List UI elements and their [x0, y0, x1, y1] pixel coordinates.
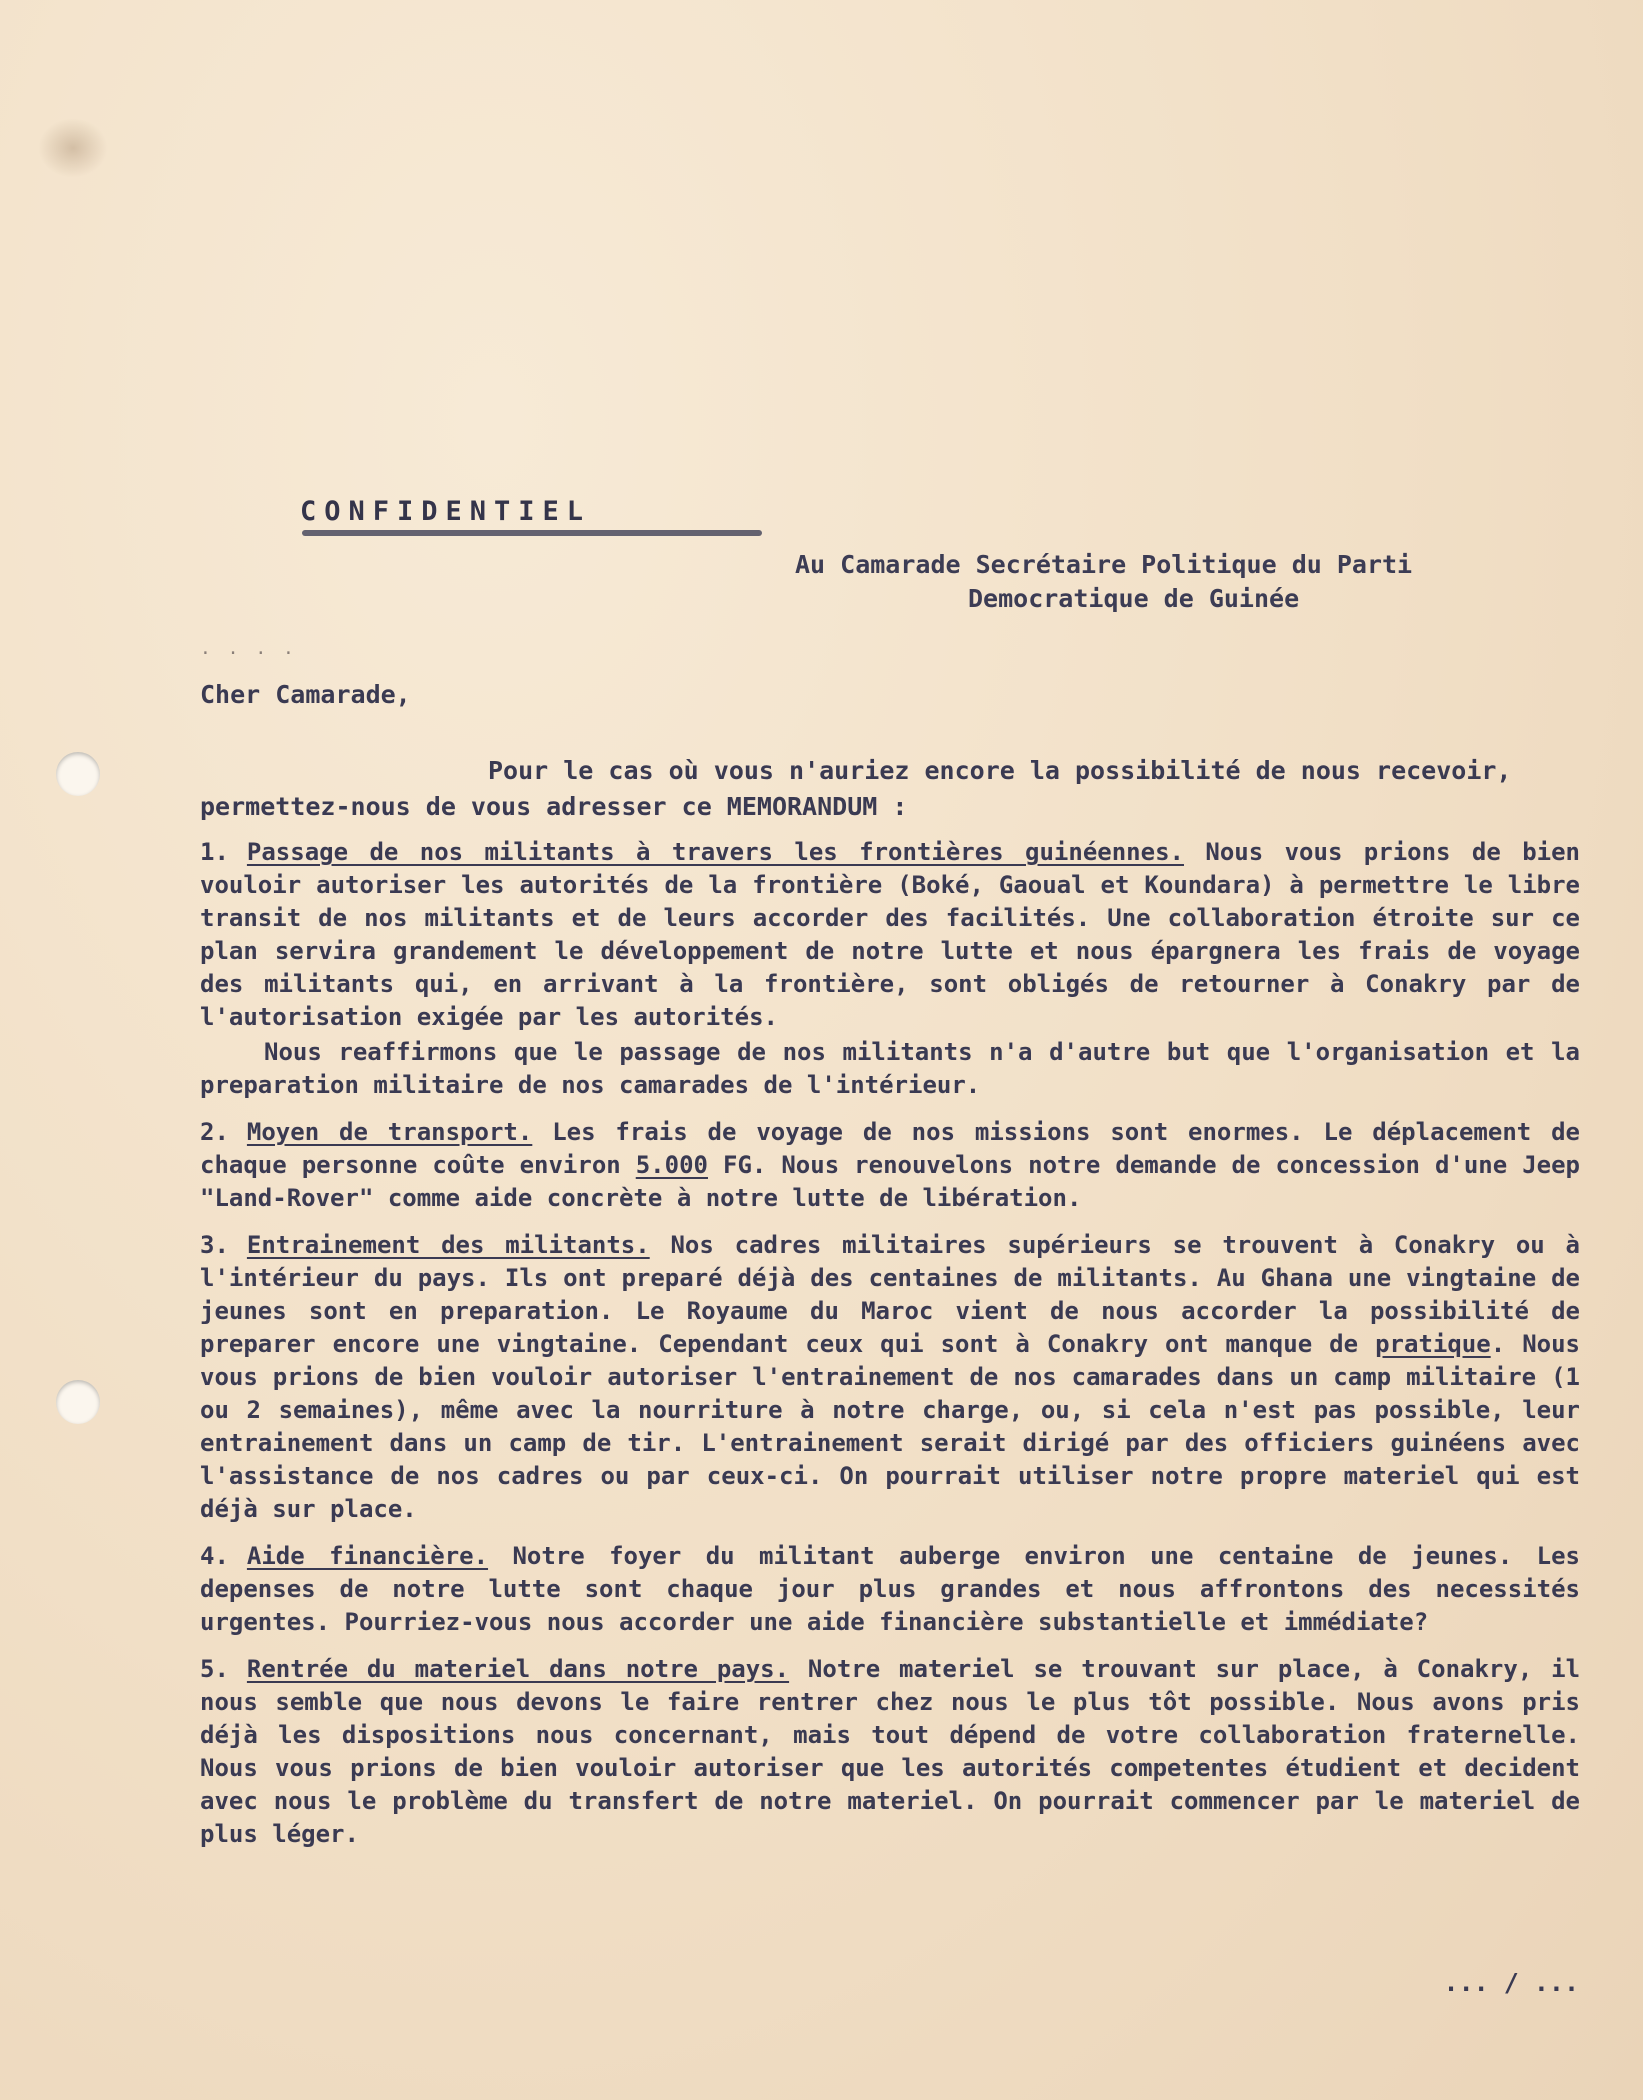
intro-line-1: Pour le cas où vous n'auriez encore la possibilité de nous recevoir,: [488, 756, 1512, 785]
item-text: Nous vous prions de bien vouloir autoriser les autorités de la frontière (Boké, Gaoual et Koundara) à permettre le libre transit de nos militants et de leurs accorder des facilités. Une collaboration étroite sur ce plan servira grandement le développement de notre lutte et nous épargnera les frais de voyage des militants qui, en arrivant à la frontière, sont obligés de retourner à Conakry par de l'autorisation exigée par les autorités.: [200, 838, 1581, 1031]
item-amount: 5.000: [635, 1151, 708, 1179]
item-5: [200, 1653, 1580, 1851]
addressee-line-2: Democratique de Guinée: [968, 584, 1300, 613]
item-4: [200, 1540, 1580, 1639]
addressee-line-1: Au Camarade Secrétaire Politique du Parti: [795, 550, 1413, 579]
item-text: Notre materiel se trouvant sur place, à Conakry, il nous semble que nous devons le faire rentrer chez nous le plus tôt possible. Nous avons pris déjà les dispositions nous concernant, mais tout dépend de votre collaboration fraternelle. Nous vous prions de bien vouloir autoriser que les autorités competentes étudient et decident avec nous le problème du transfert de notre materiel. On pourrait commencer par le materiel de plus léger.: [200, 1655, 1581, 1848]
item-heading: Rentrée du materiel dans notre pays.: [246, 1655, 790, 1683]
item-number: 5.: [200, 1655, 229, 1683]
intro-line-2: permettez-nous de vous adresser ce MEMORANDUM :: [200, 792, 908, 821]
item-1: [200, 836, 1580, 1034]
faint-dots: . . . .: [200, 638, 297, 659]
page-continuation-mark: ... / ...: [1443, 1968, 1579, 1997]
classification-heading: CONFIDENTIEL: [300, 496, 592, 527]
item-3: [200, 1229, 1580, 1526]
item-heading: Aide financière.: [246, 1542, 489, 1570]
memorandum-body: [200, 836, 1580, 1865]
item-text: . Nous vous prions de bien vouloir autoriser l'entrainement de nos camarades dans un camp militaire (1 ou 2 semaines), même avec la nourriture à notre charge, ou, si cela n'est pas possible, leur entrainement dans un camp de tir. L'entrainement serait dirigé par des officiers guinéens avec l'assistance de nos cadres ou par ceux-ci. On pourrait utiliser notre propre materiel qui est déjà sur place.: [200, 1330, 1580, 1523]
item-text: Nos cadres militaires supérieurs se trouvent à Conakry ou à l'intérieur du pays. Ils ont preparé déjà des centaines de militants. Au Ghana une vingtaine de jeunes sont en preparation. Le Royaume du Maroc vient de nous accorder la possibilité de preparer encore une vingtaine. Cependant ceux qui sont à Conakry ont manque de: [200, 1231, 1580, 1358]
item-text: FG. Nous renouvelons notre demande de concession d'une Jeep "Land-Rover" comme aide concrète à notre lutte de libération.: [200, 1151, 1580, 1212]
salutation: Cher Camarade,: [200, 680, 411, 709]
item-1-continuation: Nous reaffirmons que le passage de nos militants n'a d'autre but que l'organisation et la preparation militaire de nos camarades de l'intérieur.: [200, 1038, 1580, 1099]
punch-hole-bottom: [56, 1380, 100, 1424]
item-number: 2.: [200, 1118, 229, 1146]
item-heading: Moyen de transport.: [246, 1118, 533, 1146]
paper-stain: [38, 118, 108, 178]
item-text: Les frais de voyage de nos missions sont enormes. Le déplacement de chaque personne coûte environ: [200, 1118, 1581, 1179]
punch-hole-top: [56, 752, 100, 796]
item-number: 1.: [200, 838, 229, 866]
classification-underline: [302, 530, 762, 536]
item-number: 4.: [200, 1542, 229, 1570]
item-heading: Passage de nos militants à travers les frontières guinéennes.: [246, 838, 1184, 866]
item-heading: Entrainement des militants.: [246, 1231, 650, 1259]
item-underlined-word: pratique: [1375, 1330, 1491, 1358]
item-2: [200, 1116, 1580, 1215]
item-number: 3.: [200, 1231, 229, 1259]
item-text: Notre foyer du militant auberge environ une centaine de jeunes. Les depenses de notre lutte sont chaque jour plus grandes et nous affrontons des necessités urgentes. Pourriez-vous nous accorder une aide financière substantielle et immédiate?: [200, 1542, 1581, 1636]
